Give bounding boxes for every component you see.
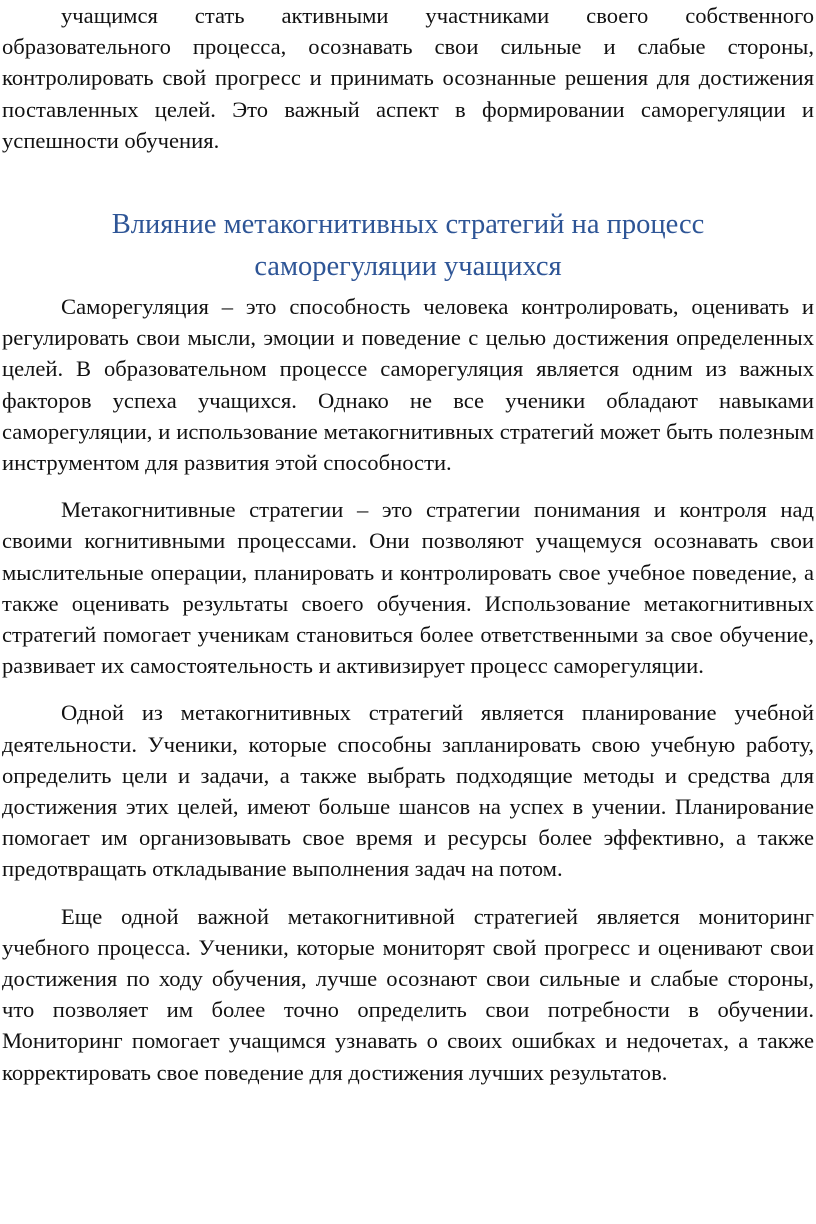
spacer: [2, 681, 814, 697]
intro-paragraph: учащимся стать активными участниками своего собственного образовательного процесса, осознавать свои сильные и слабые стороны, контролировать свой прогресс и принимать осознанные решения для достижения поставленных целей. Это важный аспект в формировании саморегуляции и успешности обучения.: [2, 3, 814, 153]
paragraph-metacognitive-strategies: Метакогнитивные стратегии – это стратегии понимания и контроля над своими когнитивными процессами. Они позволяют учащемуся осознавать свои мыслительные операции, планировать и контролировать свое учебное поведение, а также оценивать результаты своего обучения. Использование метакогнитивных стратегий помогает ученикам становиться более ответственными за свое обучение, развивает их самостоятельность и активизирует процесс саморегуляции.: [2, 497, 814, 679]
spacer: [2, 885, 814, 901]
spacer: [2, 156, 814, 204]
section-heading: Влияние метакогнитивных стратегий на процесс саморегуляции учащихся: [111, 209, 705, 283]
paragraph-planning: Одной из метакогнитивных стратегий является планирование учебной деятельности. Ученики, которые способны запланировать свою учебную работу, определить цели и задачи, а также выбрать подходящие методы и средства для достижения этих целей, имеют больше шансов на успех в учении. Планирование помогает им организовывать свое время и ресурсы более эффективно, а также предотвращать откладывание выполнения задач на потом.: [2, 700, 814, 882]
spacer: [2, 478, 814, 494]
paragraph-monitoring: Еще одной важной метакогнитивной стратегией является мониторинг учебного процесса. Ученики, которые мониторят свой прогресс и оценивают свои достижения по ходу обучения, лучше осознают свои сильные и слабые стороны, что позволяет им более точно определить свои потребности в обучении. Мониторинг помогает учащимся узнавать о своих ошибках и недочетах, а также корректировать свое поведение для достижения лучших результатов.: [2, 903, 814, 1085]
paragraph-self-regulation: Саморегуляция – это способность человека контролировать, оценивать и регулировать свои мысли, эмоции и поведение с целью достижения определенных целей. В образовательном процессе саморегуляция является одним из важных факторов успеха учащихся. Однако не все ученики обладают навыками саморегуляции, и использование метакогнитивных стратегий может быть полезным инструментом для развития этой способности.: [2, 294, 814, 476]
